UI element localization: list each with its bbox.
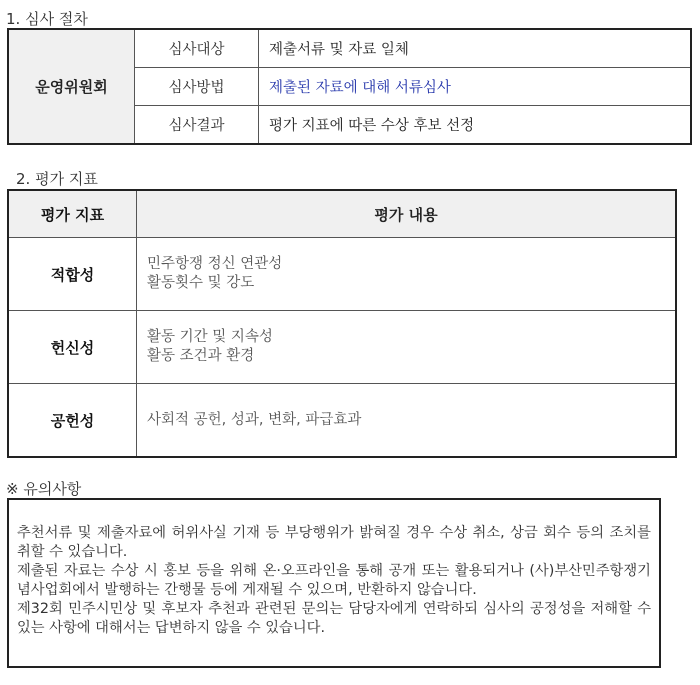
row-value: 제출서류 및 자료 일체 xyxy=(259,29,692,68)
criterion-cell: 헌신성 xyxy=(8,311,137,384)
note-paragraph: 제32회 민주시민상 및 후보자 추천과 관련된 문의는 담당자에게 연락하되 심사의 공정성을 저해할 수 있는 사항에 대해서는 답변하지 않을 수 있습니다. xyxy=(17,601,651,636)
group-cell: 운영위원회 xyxy=(8,29,135,144)
table-row xyxy=(8,29,691,68)
column-header: 평가 지표 xyxy=(8,190,137,238)
review-procedure-table xyxy=(7,28,692,145)
description-line: 민주항쟁 정신 연관성 xyxy=(147,256,283,272)
note-paragraph: 제출된 자료는 수상 시 홍보 등을 위해 온·오프라인을 통해 공개 또는 활용되거나 (사)부산민주항쟁기념사업회에서 발행하는 간행물 등에 게재될 수 있으며, 반환하지 않습니다. xyxy=(17,563,651,598)
row-label: 심사방법 xyxy=(135,68,259,106)
description-line: 활동횟수 및 강도 xyxy=(147,275,255,291)
row-value: 제출된 자료에 대해 서류심사 xyxy=(259,68,692,106)
table-row xyxy=(8,311,676,384)
description-cell xyxy=(137,311,677,384)
notes-title: ※ 유의사항 xyxy=(6,480,82,498)
note-paragraph: 추천서류 및 제출자료에 허위사실 기재 등 부당행위가 밝혀질 경우 수상 취소, 상금 회수 등의 조치를 취할 수 있습니다. xyxy=(17,525,651,560)
description-cell xyxy=(137,384,677,458)
table-row xyxy=(8,238,676,311)
criterion-cell: 적합성 xyxy=(8,238,137,311)
table-row xyxy=(8,384,676,458)
table-header-row xyxy=(8,190,676,238)
section2-title: 2. 평가 지표 xyxy=(16,170,98,188)
criterion-cell: 공헌성 xyxy=(8,384,137,458)
row-value: 평가 지표에 따른 수상 후보 선정 xyxy=(259,106,692,145)
row-label: 심사대상 xyxy=(135,29,259,68)
description-line: 사회적 공헌, 성과, 변화, 파급효과 xyxy=(147,411,362,428)
description-line: 활동 기간 및 지속성 xyxy=(147,329,273,345)
row-label: 심사결과 xyxy=(135,106,259,145)
notes-box xyxy=(7,498,661,668)
section1-title: 1. 심사 절차 xyxy=(6,10,88,28)
column-header: 평가 내용 xyxy=(137,190,677,238)
description-line: 활동 조건과 환경 xyxy=(147,348,255,364)
evaluation-criteria-table xyxy=(7,189,677,458)
description-cell xyxy=(137,238,677,311)
